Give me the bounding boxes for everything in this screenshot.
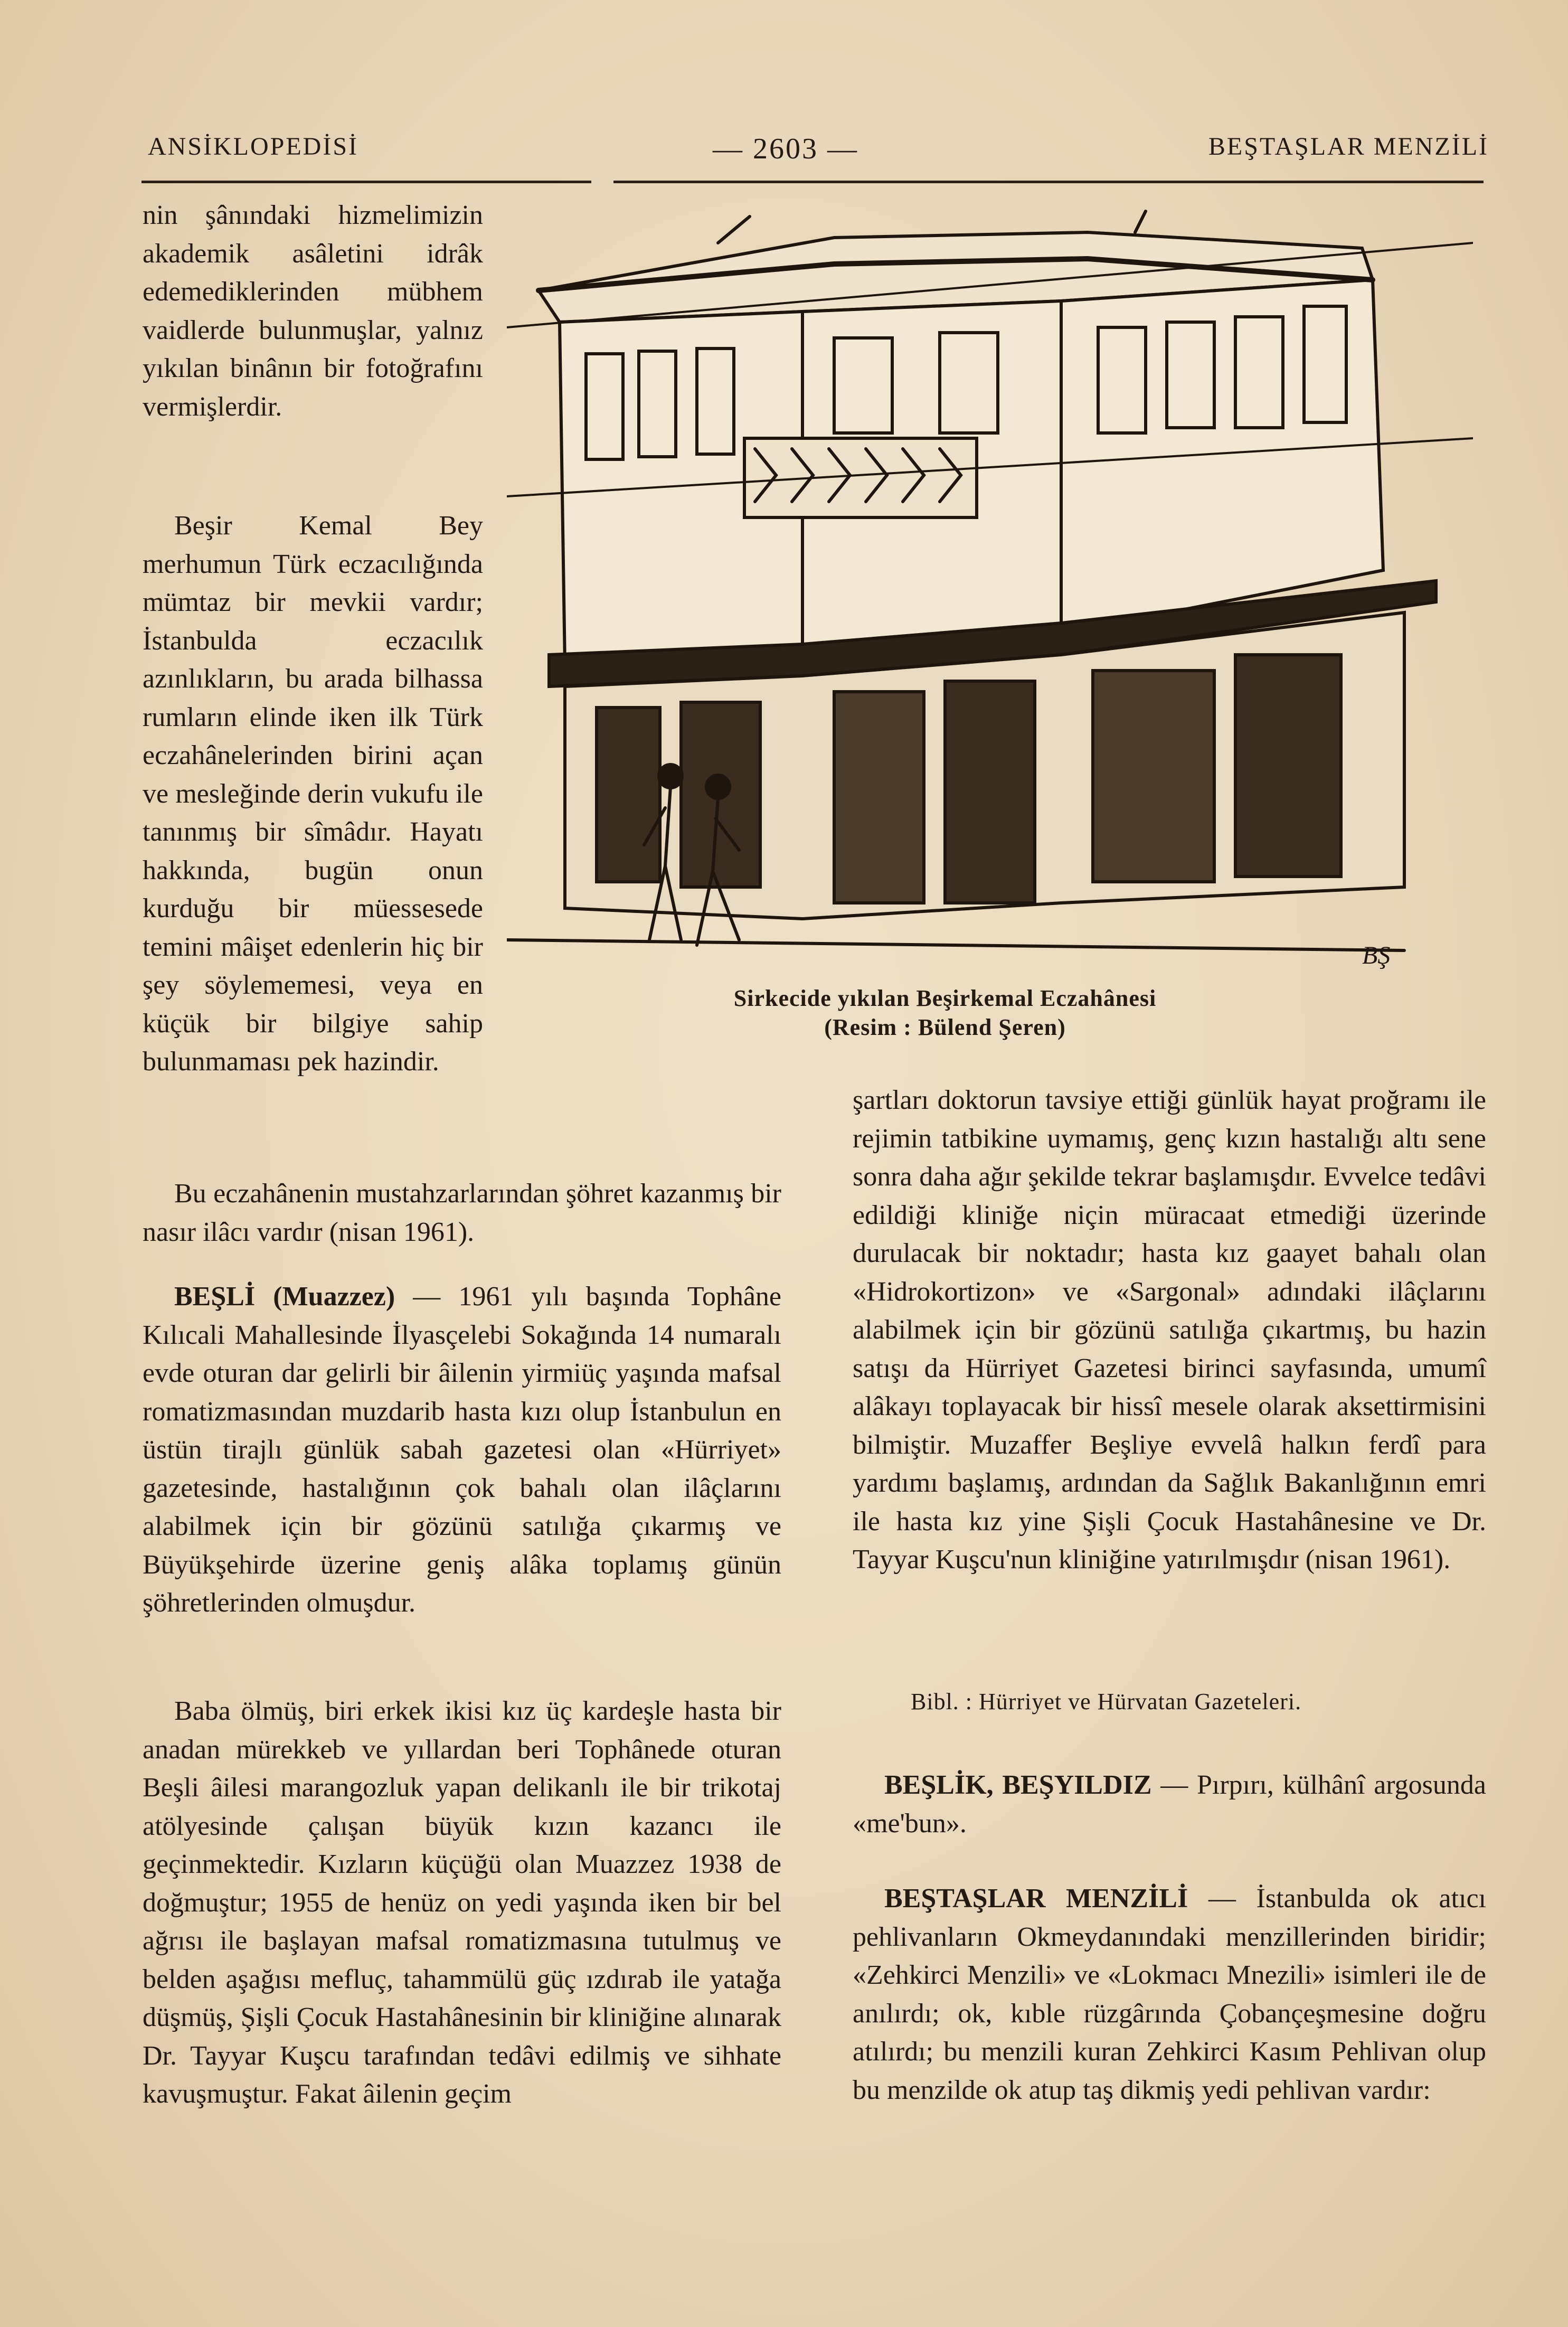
right-paragraph-3: [853, 1880, 1486, 2109]
running-header-right: BEŞTAŞLAR MENZİLİ: [1208, 133, 1489, 161]
left-paragraph-1-text: nin şânındaki hizmelimizin akademik asâletini idrâk edemediklerinden mübhem vaidlerde bulunmuşlar, yalnız yıkılan binânın bir fotoğrafını vermişlerdir.: [143, 200, 483, 422]
left-paragraph-4-text: — 1961 yılı başında Tophâne Kılıcali Mahallesinde İlyasçelebi Sokağında 14 numaralı evde oturan dar gelirli bir âilenin yirmiüç yaşında mafsal romatizmasından muzdarib hasta kızı olup İstanbulun en üstün tirajlı günlük sabah gazetesi olan «Hürriyet» gazetesinde, hastalığının çok bahalı olan ilâçlarını alabilmek için bir gözünü satılığa çıkarmış ve Büyükşehirde üzerine geniş alâka toplamış günün şöhretlerinden olmuşdur.: [143, 1282, 781, 1618]
figure-caption-line2: (Resim : Bülend Şeren): [824, 1014, 1066, 1040]
header-rule-left: [141, 181, 591, 183]
left-paragraph-3-text: Bu eczahânenin mustahzarlarından şöhret kazanmış bir nasır ilâcı vardır (nisan 1961).: [143, 1179, 781, 1247]
right-paragraph-2: [853, 1766, 1486, 1843]
left-paragraph-2: [143, 507, 483, 1081]
running-header-left: ANSİKLOPEDİSİ: [148, 133, 358, 161]
entry-heading-besli: BEŞLİ (Muazzez): [174, 1282, 413, 1312]
right-paragraph-2-text: — Pırpırı, külhânî argosunda «me'bun».: [853, 1770, 1486, 1839]
left-paragraph-1: [143, 196, 483, 426]
figure-caption-line1: Sirkecide yıkılan Beşirkemal Eczahânesi: [733, 985, 1157, 1011]
header-rule-right: [613, 181, 1484, 183]
left-paragraph-2-text: Beşir Kemal Bey merhumun Türk eczacılığında mümtaz bir mevkii vardır; İstanbulda eczacılık azınlıkların, bu arada bilhassa rumların elinde iken ilk Türk eczahânelerinden birini açan ve mesleğinde derin vukufu ile tanınmış bir sîmâdır. Hayatı hakkında, bugün onun kurduğu bir müessesede temini mâişet edenlerin hiç bir şey söylememesi, veya en küçük bir bilgiye sahip bulunmaması pek hazindir.: [143, 511, 483, 1077]
right-paragraph-3-text: — İstanbulda ok atıcı pehlivanların Okmeydanındaki menzillerinden biridir; «Zehkirci Menzili» ve «Lokmacı Mnezili» isimleri ile de anılırdı; ok, kıble rüzgârında Çobançeşmesine doğru atılırdı; bu menzili kuran Zehkirci Kasım Pehlivan olup bu menzilde ok atup taş dikmiş yedi pehlivan vardır:: [853, 1883, 1486, 2105]
left-paragraph-4: [143, 1278, 781, 1623]
left-paragraph-3: [143, 1175, 781, 1251]
right-paragraph-1: [853, 1081, 1486, 1579]
illustrator-signature: BŞ: [1362, 941, 1391, 969]
entry-heading-beslik: BEŞLİK, BEŞYILDIZ: [884, 1770, 1161, 1800]
entry-heading-bestaslar: BEŞTAŞLAR MENZİLİ: [884, 1883, 1208, 1914]
bibliography-note: Bibl. : Hürriyet ve Hürvatan Gazeteleri.: [911, 1689, 1302, 1714]
right-paragraph-1-text: şartları doktorun tavsiye ettiği günlük hayat proğramı ile rejimin tatbikine uymamış, genç kızın hastalığı altı sene sonra daha ağır şekilde tekrar başlamışdır. Evvelce tedâvi edildiği kliniğe niçin müracaat etmediği üzerinde durulacak bir noktadır; hasta kız gaayet bahalı olan «Hidrokortizon» ve «Sargonal» adındaki ilâçlarını alabilmek için bir gözünü satılığa çıkartmış, bu hazin satışı da Hürriyet Gazetesi birinci sayfasında, umumî alâkayı toplayacak bir hissî mesele olarak aksettirmisini bilmiştir. Muzaffer Beşliye evvelâ halkın ferdî para yardımı başlamış, ardından da Sağlık Bakanlığının emri ile hasta kız yine Şişli Çocuk Hastahânesine ve Dr. Tayyar Kuşcu'nun kliniğine yatırılmışdır (nisan 1961).: [853, 1085, 1486, 1575]
page-number: — 2603 —: [713, 133, 858, 165]
left-paragraph-5-text: Baba ölmüş, biri erkek ikisi kız üç kardeşle hasta bir anadan mürekkeb ve yıllardan beri Tophânede oturan Beşli âilesi marangozluk yapan delikanlı ile bir trikotaj atölyesinde çalışan büyük kızın kazancı ile geçinmektedir. Kızların küçüğü olan Muazzez 1938 de doğmuştur; 1955 de henüz on yedi yaşında iken bir bel ağrısı ile başlayan mafsal romatizmasına tutulmuş ve belden aşağısı mefluç, tahammülü güç ızdırab ile yatağa düşmüş, Şişli Çocuk Hastahânesinin bir kliniğine alınarak Dr. Tayyar Kuşcu tarafından tedâvi edilmiş ve sihhate kavuşmuştur. Fakat âilenin geçim: [143, 1696, 781, 2109]
pharmacy-building-illustration: [507, 201, 1473, 972]
left-paragraph-5: [143, 1692, 781, 2114]
